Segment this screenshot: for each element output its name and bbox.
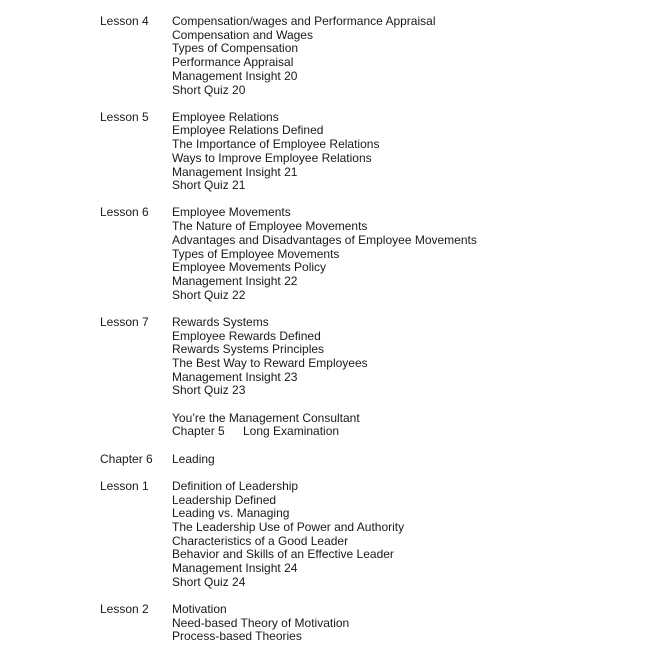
entry-topic: Process-based Theories bbox=[172, 629, 302, 644]
entry-title: Motivation bbox=[172, 602, 227, 616]
toc-entry-lesson-2 bbox=[0, 603, 664, 644]
table-of-contents bbox=[0, 15, 664, 658]
entry-topic: Short Quiz 23 bbox=[172, 383, 246, 398]
toc-entry-lesson-7 bbox=[0, 316, 664, 439]
entry-topic: Short Quiz 22 bbox=[172, 287, 246, 302]
entry-lines bbox=[172, 15, 435, 97]
entry-topic: Management Insight 22 bbox=[172, 273, 298, 288]
entry-lines bbox=[172, 206, 477, 302]
entry-topic: The Leadership Use of Power and Authority bbox=[172, 519, 405, 534]
entry-topic: The Importance of Employee Relations bbox=[172, 137, 380, 152]
consultant-line: You’re the Management Consultant bbox=[172, 410, 360, 425]
toc-entry-lesson-1 bbox=[0, 480, 664, 590]
entry-topic: Short Quiz 20 bbox=[172, 82, 246, 97]
entry-topic: The Nature of Employee Movements bbox=[172, 219, 368, 234]
chapter-exam-label: Chapter 5 bbox=[172, 424, 225, 439]
entry-topic: The Best Way to Reward Employees bbox=[172, 355, 368, 370]
entry-topic: Performance Appraisal bbox=[172, 55, 294, 70]
entry-label: Lesson 5 bbox=[100, 109, 149, 124]
entry-topic: Leading vs. Managing bbox=[172, 506, 290, 521]
entry-title: Leading bbox=[172, 451, 215, 466]
entry-topic: Rewards Systems Principles bbox=[172, 342, 325, 357]
entry-topic: Need-based Theory of Motivation bbox=[172, 615, 350, 630]
entry-topic: Management Insight 21 bbox=[172, 164, 298, 179]
entry-topic: Employee Movements Policy bbox=[172, 260, 327, 275]
entry-lines bbox=[172, 316, 368, 439]
chapter-exam-line bbox=[172, 425, 368, 439]
entry-title: Definition of Leadership bbox=[172, 478, 299, 493]
entry-lines bbox=[172, 480, 404, 590]
entry-title: Employee Movements bbox=[172, 205, 291, 220]
toc-entry-chapter-6 bbox=[0, 453, 664, 467]
entry-lines bbox=[172, 111, 379, 193]
entry-label: Lesson 1 bbox=[100, 478, 149, 493]
entry-topic: Short Quiz 21 bbox=[172, 178, 246, 193]
toc-entry-lesson-5 bbox=[0, 111, 664, 193]
entry-title: Compensation/wages and Performance Appraisal bbox=[172, 14, 436, 28]
entry-title: Rewards Systems bbox=[172, 314, 269, 329]
entry-topic: Advantages and Disadvantages of Employee Movements bbox=[172, 232, 477, 247]
entry-topic: Short Quiz 24 bbox=[172, 574, 246, 589]
entry-label: Lesson 6 bbox=[100, 205, 149, 220]
entry-topic: Behavior and Skills of an Effective Leader bbox=[172, 547, 394, 562]
entry-topic: Management Insight 23 bbox=[172, 369, 298, 384]
entry-topic: Types of Employee Movements bbox=[172, 246, 340, 261]
entry-topic: Characteristics of a Good Leader bbox=[172, 533, 349, 548]
entry-topic: Employee Rewards Defined bbox=[172, 328, 321, 343]
blank-line bbox=[172, 398, 368, 412]
entry-label: Lesson 2 bbox=[100, 602, 149, 616]
chapter-exam-text: Long Examination bbox=[243, 424, 340, 439]
toc-entry-lesson-6 bbox=[0, 206, 664, 302]
entry-topic: Employee Relations Defined bbox=[172, 123, 324, 138]
entry-topic: Management Insight 24 bbox=[172, 561, 298, 576]
entry-topic: Types of Compensation bbox=[172, 41, 299, 56]
entry-lines bbox=[172, 603, 349, 644]
entry-label: Lesson 4 bbox=[100, 14, 149, 28]
entry-lines bbox=[172, 453, 215, 467]
entry-topic: Leadership Defined bbox=[172, 492, 277, 507]
toc-entry-lesson-4 bbox=[0, 15, 664, 97]
entry-topic: Compensation and Wages bbox=[172, 27, 313, 42]
entry-topic: Ways to Improve Employee Relations bbox=[172, 150, 372, 165]
entry-label: Chapter 6 bbox=[100, 451, 153, 466]
entry-label: Lesson 7 bbox=[100, 314, 149, 329]
entry-title: Employee Relations bbox=[172, 109, 279, 124]
entry-topic: Management Insight 20 bbox=[172, 68, 298, 83]
